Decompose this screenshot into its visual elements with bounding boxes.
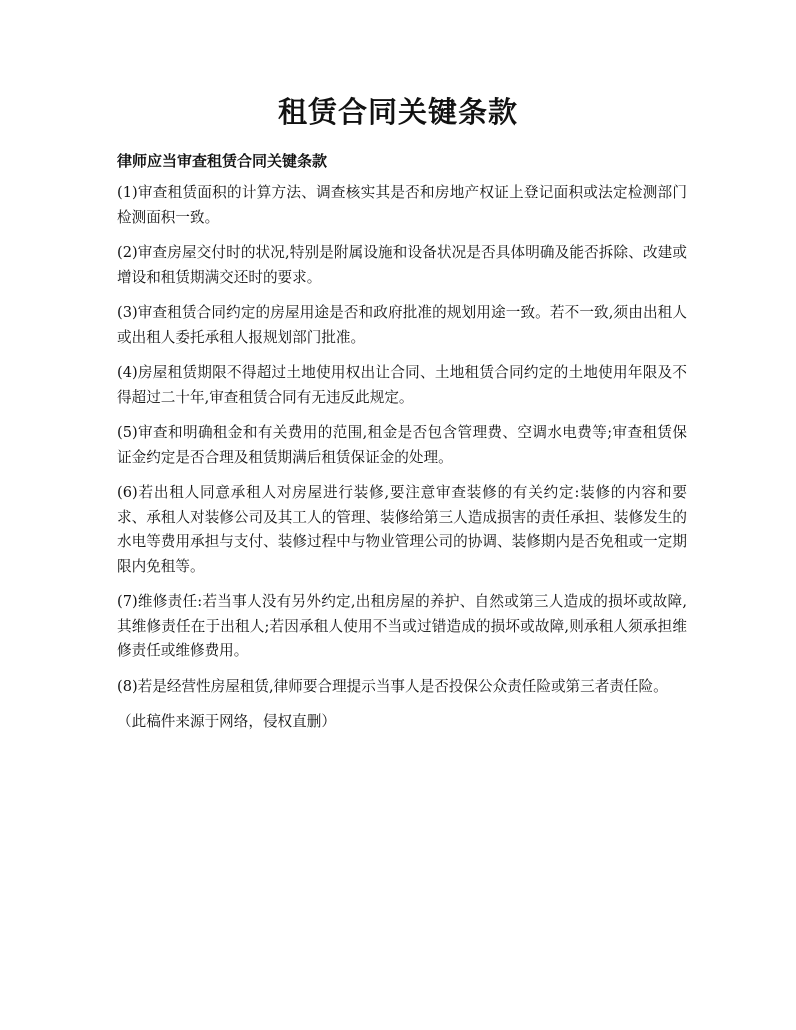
clause-paragraph-4: (4)房屋租赁期限不得超过土地使用权出让合同、土地租赁合同约定的土地使用年限及不得超过二十年,审查租赁合同有无违反此规定。 <box>117 364 687 406</box>
clause-paragraph-6: (6)若出租人同意承租人对房屋进行装修,要注意审查装修的有关约定:装修的内容和要求、承租人对装修公司及其工人的管理、装修给第三人造成损害的责任承担、装修发生的水电等费用承担与支付、装修过程中与物业管理公司的协调、装修期内是否免租或一定期限内免租等。 <box>117 484 687 575</box>
clause-paragraph-1: (1)审查租赁面积的计算方法、调查核实其是否和房地产权证上登记面积或法定检测部门检测面积一致。 <box>117 184 687 226</box>
document-body <box>117 181 687 735</box>
clause-paragraph-5: (5)审查和明确租金和有关费用的范围,租金是否包含管理费、空调水电费等;审查租赁保证金约定是否合理及租赁期满后租赁保证金的处理。 <box>117 424 687 466</box>
clause-paragraph-7: (7)维修责任:若当事人没有另外约定,出租房屋的养护、自然或第三人造成的损坏或故障,其维修责任在于出租人;若因承租人使用不当或过错造成的损坏或故障,则承租人须承担维修责任或维修费用。 <box>117 593 687 659</box>
clause-paragraph-3: (3)审查租赁合同约定的房屋用途是否和政府批准的规划用途一致。若不一致,须由出租人或出租人委托承租人报规划部门批准。 <box>117 304 687 346</box>
document-subtitle: 律师应当审查租赁合同关键条款 <box>117 152 328 170</box>
clause-paragraph-2: (2)审查房屋交付时的状况,特别是附属设施和设备状况是否具体明确及能否拆除、改建或增设和租赁期满交还时的要求。 <box>117 244 687 286</box>
source-note: （此稿件来源于网络，侵权直删） <box>117 713 336 730</box>
document-title: 租赁合同关键条款 <box>277 95 518 129</box>
clause-paragraph-8: (8)若是经营性房屋租赁,律师要合理提示当事人是否投保公众责任险或第三者责任险。 <box>117 677 668 695</box>
